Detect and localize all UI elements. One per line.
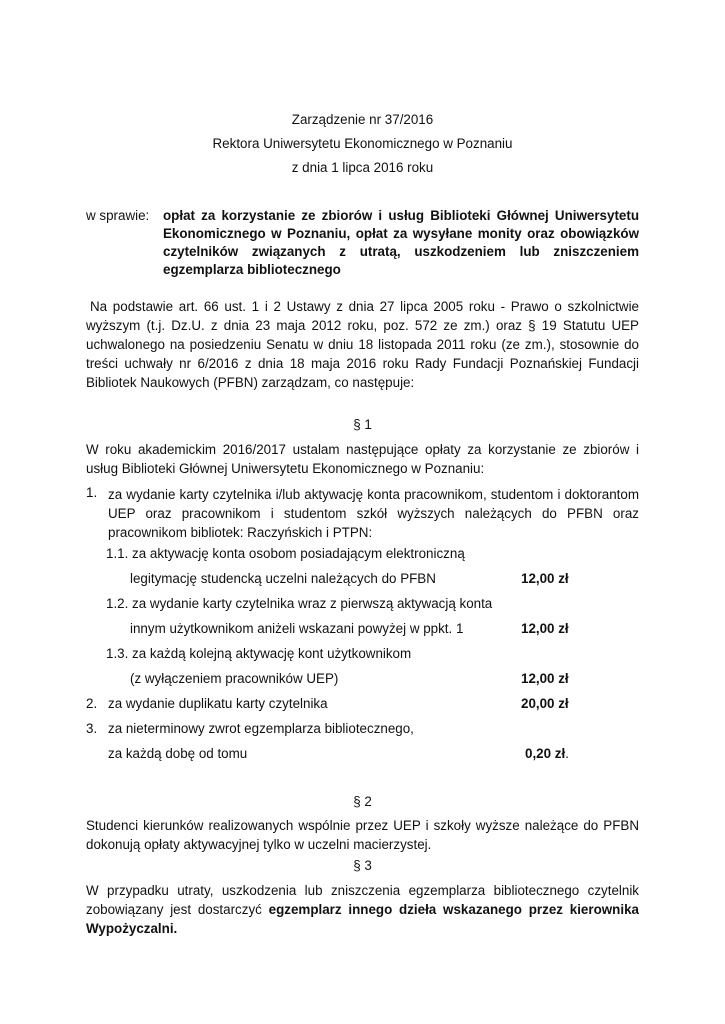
item-1-number: 1. bbox=[86, 485, 98, 500]
item-3-line-1: za nieterminowy zwrot egzemplarza bibliotecznego, bbox=[108, 721, 414, 736]
item-3-line-2: za każdą dobę od tomu bbox=[108, 746, 248, 761]
section-3-paragraph bbox=[86, 881, 639, 938]
section-1-intro: W roku akademickim 2016/2017 ustalam następujące opłaty za korzystanie ze zbiorów i usług Biblioteki Głównej Uniwersytetu Ekonomicznego w Poznaniu: bbox=[86, 442, 639, 476]
section-2-text: Studenci kierunków realizowanych wspólnie przez UEP i szkoły wyższe należące do PFBN dokonują opłaty aktywacyjnej tylko w uczelni macierzystej. bbox=[86, 818, 639, 852]
item-1-3-amount: 12,00 zł bbox=[521, 671, 569, 686]
item-2-amount: 20,00 zł bbox=[521, 696, 569, 711]
section-3-bold-text: egzemplarz innego dzieła wskazanego przez kierownika Wypożyczalni. bbox=[86, 902, 639, 936]
issuer-line: Rektora Uniwersytetu Ekonomicznego w Poznaniu bbox=[212, 136, 513, 151]
item-1-2-line-2: innym użytkownikom aniżeli wskazani powyżej w ppkt. 1 bbox=[130, 621, 464, 636]
item-3-amount: 0,20 zł bbox=[525, 746, 566, 761]
section-3-heading: § 3 bbox=[353, 858, 372, 873]
item-1-3-line-2: (z wyłączeniem pracowników UEP) bbox=[130, 671, 339, 686]
item-1-1-line-1: 1.1. za aktywację konta osobom posiadającym elektroniczną bbox=[106, 546, 465, 561]
subject-text: opłat za korzystanie ze zbiorów i usług Biblioteki Głównej Uniwersytetu Ekonomicznego w Poznaniu, opłat za wysyłane monity oraz obowiązków czytelników związanych z utratą, uszkodzeniem lub zniszczeniem egzemplarza bibliotecznego bbox=[163, 208, 639, 277]
section-1-heading: § 1 bbox=[353, 417, 372, 432]
subject-label: w sprawie: bbox=[86, 208, 150, 223]
item-3-number: 3. bbox=[86, 721, 98, 736]
item-3-amount-wrapper bbox=[525, 746, 569, 761]
item-1-1-amount: 12,00 zł bbox=[521, 571, 569, 586]
item-3-amount-suffix: . bbox=[565, 746, 569, 761]
item-2-number: 2. bbox=[86, 696, 98, 711]
item-2-text: za wydanie duplikatu karty czytelnika bbox=[108, 696, 328, 711]
item-1-text: za wydanie karty czytelnika i/lub aktywację konta pracownikom, studentom i doktorantom UEP oraz pracownikom i studentom szkół wyższych należących do PFBN oraz pracownikom bibliotek: Raczyńskich i PTPN: bbox=[108, 487, 639, 540]
document-title: Zarządzenie nr 37/2016 bbox=[291, 112, 434, 127]
item-1-2-line-1: 1.2. za wydanie karty czytelnika wraz z pierwszą aktywacją konta bbox=[106, 596, 493, 611]
item-1-1-line-2: legitymację studencką uczelni należących do PFBN bbox=[130, 571, 436, 586]
item-1-3-line-1: 1.3. za każdą kolejną aktywację kont użytkownikom bbox=[106, 646, 412, 661]
section-3-text: W przypadku utraty, uszkodzenia lub zniszczenia egzemplarza bibliotecznego czytelnik zobowiązany jest dostarczyć bbox=[86, 883, 639, 917]
legal-basis-paragraph: Na podstawie art. 66 ust. 1 i 2 Ustawy z dnia 27 lipca 2005 roku - Prawo o szkolnictwie wyższym (t.j. Dz.U. z dnia 23 maja 2012 roku, poz. 572 ze zm.) oraz § 19 Statutu UEP uchwalonego na posiedzeniu Senatu w dniu 18 listopada 2011 roku (ze zm.), stosownie do treści uchwały nr 6/2016 z dnia 18 maja 2016 roku Rady Fundacji Poznańskiej Fundacji Bibliotek Naukowych (PFBN) zarządzam, co następuje: bbox=[86, 299, 639, 390]
item-1-2-amount: 12,00 zł bbox=[521, 621, 569, 636]
date-line: z dnia 1 lipca 2016 roku bbox=[291, 160, 434, 175]
section-2-heading: § 2 bbox=[353, 794, 372, 809]
